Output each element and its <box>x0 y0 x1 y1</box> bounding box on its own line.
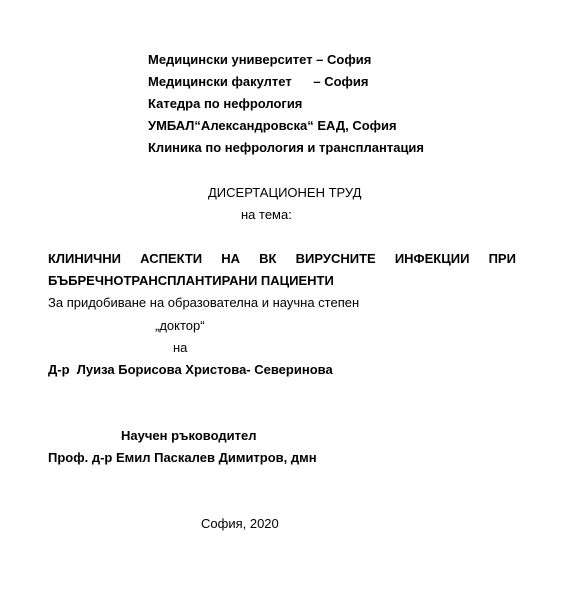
degree-purpose: За придобиване на образователна и научна степен <box>48 295 360 310</box>
author-name: Д-р Луиза Борисова Христова- Северинова <box>48 362 333 377</box>
title-word: КЛИНИЧНИ <box>48 251 121 266</box>
title-word: ВК <box>259 251 277 266</box>
supervisor-name: Проф. д-р Емил Паскалев Димитров, дмн <box>48 450 317 465</box>
place-year: София, 2020 <box>201 516 279 531</box>
by-label: на <box>173 340 188 355</box>
clinic-name: Клиника по нефрология и трансплантация <box>148 140 425 155</box>
dissertation-type: ДИСЕРТАЦИОНЕН ТРУД <box>208 185 362 200</box>
dissertation-title-line-2: БЪБРЕЧНОТРАНСПЛАНТИРАНИ ПАЦИЕНТИ <box>48 273 334 288</box>
title-word: НА <box>221 251 241 266</box>
title-word: ИНФЕКЦИИ <box>394 251 470 266</box>
dissertation-title-line-1 <box>48 251 516 267</box>
on-topic-label: на тема: <box>241 207 292 222</box>
degree-name: „доктор“ <box>155 318 205 333</box>
title-word: АСПЕКТИ <box>140 251 203 266</box>
title-word: ПРИ <box>488 251 516 266</box>
faculty-name: Медицински факултет – София <box>148 74 369 89</box>
university-name: Медицински университет – София <box>148 52 372 67</box>
title-word: ВИРУСНИТЕ <box>295 251 376 266</box>
department-name: Катедра по нефрология <box>148 96 303 111</box>
hospital-name: УМБАЛ“Александровска“ ЕАД, София <box>148 118 397 133</box>
supervisor-label: Научен ръководител <box>121 428 257 443</box>
